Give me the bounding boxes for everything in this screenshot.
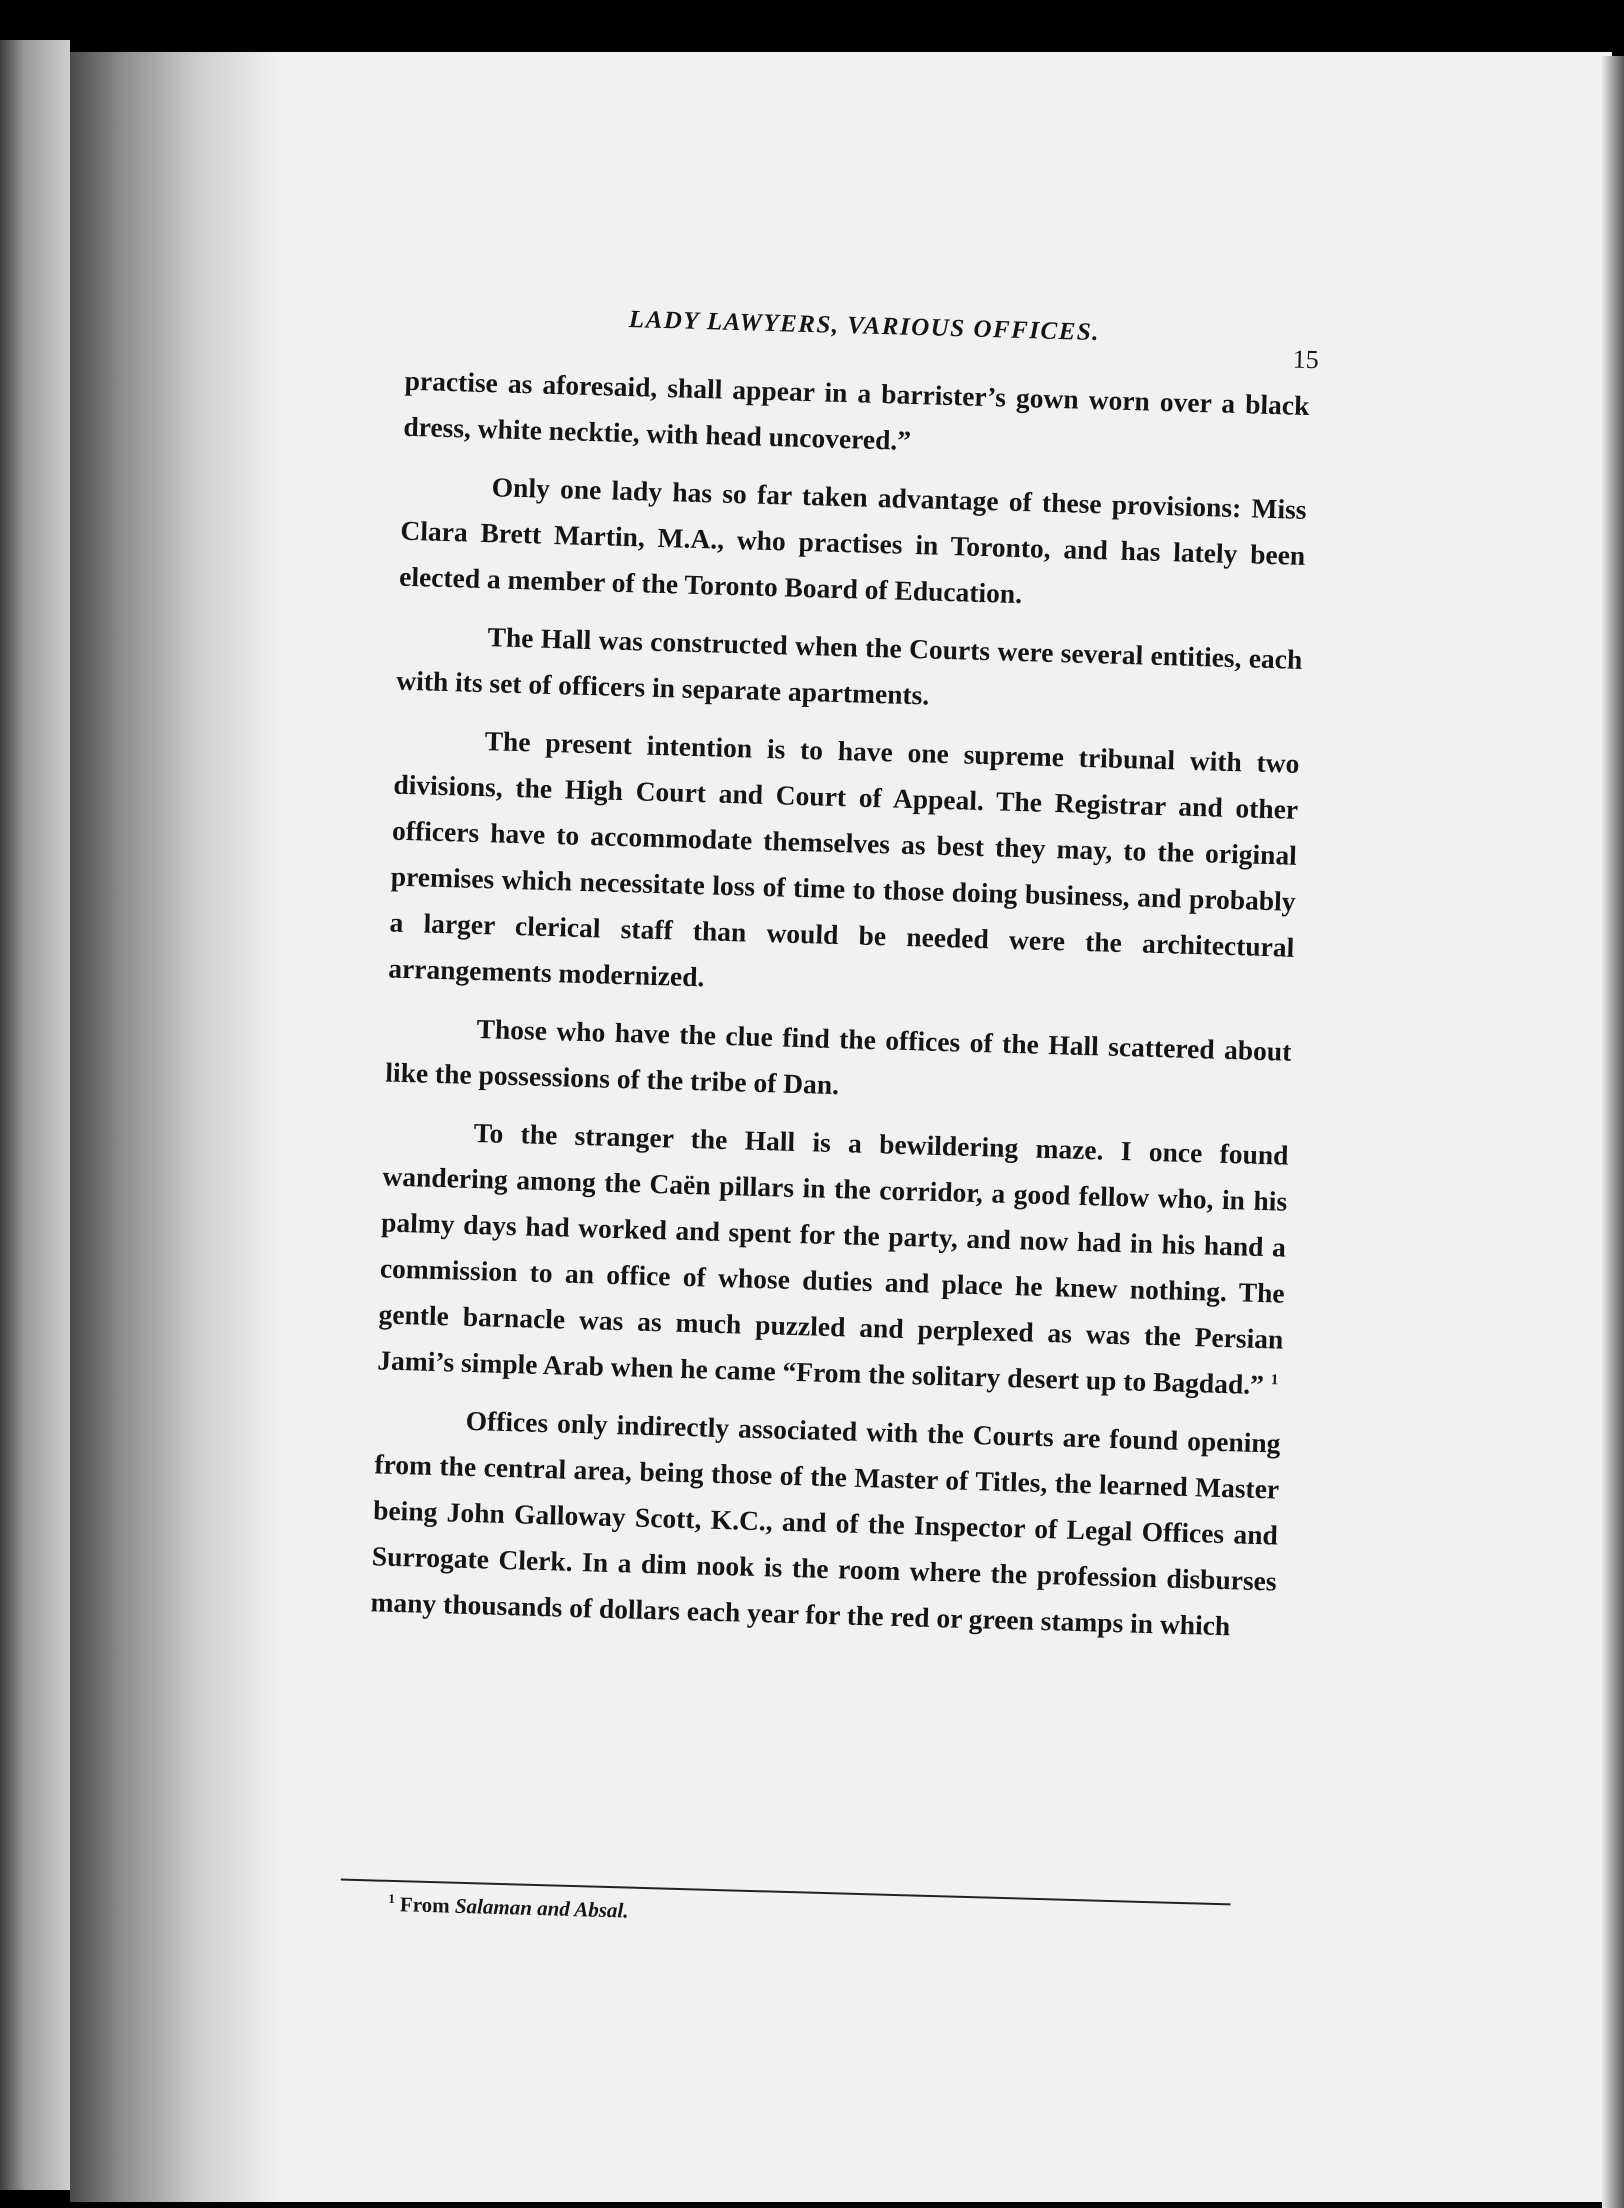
paragraph: practise as aforesaid, shall appear in a barrister’s gown worn over a black dress, white necktie, with head uncovered.” — [403, 364, 1310, 456]
body-text — [370, 358, 1310, 1663]
page-number: 15 — [1292, 344, 1320, 375]
footnote-prefix: From — [399, 1892, 451, 1918]
footnote-source: Salaman and Absal. — [454, 1893, 629, 1923]
paragraph: The Hall was constructed when the Courts were several entities, each with its set of officers in separate apartments. — [395, 621, 1303, 711]
scan-border-top — [70, 0, 1624, 56]
paragraph: The present intention is to have one supreme tribunal with two divisions, the High Court and Court of Appeal. The Registrar and other officers have to accommodate themselves as best they may, to the original premises which necessitate loss of time to those doing business, and probably a larger clerical staff than would be needed were the architectural arrangements modernized. — [387, 725, 1300, 993]
running-head: LADY LAWYERS, VARIOUS OFFICES. — [628, 305, 1101, 347]
paragraph: Only one lady has so far taken advantage of these provisions: Miss Clara Brett Martin, M.A., who practises in Toronto, and has lately been elected a member of the Toronto Board of Education. — [398, 471, 1307, 610]
previous-page-edge — [0, 40, 70, 2190]
paragraph: Those who have the clue find the offices of the Hall scattered about like the possessions of the tribe of Dan. — [385, 1013, 1292, 1101]
paragraph-with-footnote — [377, 1107, 1289, 1408]
scan-border-right — [1602, 56, 1624, 2208]
footnote-mark: 1 — [388, 1890, 396, 1907]
paragraph: Offices only indirectly associated with the Courts are found opening from the central area, being those of the Master of Titles, the learned Master being John Galloway Scott, K.C., and of the Inspector of Legal Offices and Surrogate Clerk. In a dim nook is the room where the profession disburses many thousands of dollars each year for the red or green stamps in which — [370, 1404, 1281, 1642]
footnote-reference: 1 — [1270, 1372, 1279, 1389]
paragraph-text: To the stranger the Hall is a bewildering maze. I once found wandering among the Caën pillars in the corridor, a good fellow who, in his palmy days had worked and spent for the party, and now had in his hand a commission to an office of whose duties and place he knew nothing. The gentle barnacle was as much puzzled and perplexed as was the Persian Jami’s simple Arab when he came “From the solitary desert up to Bagdad.” — [376, 1116, 1289, 1401]
